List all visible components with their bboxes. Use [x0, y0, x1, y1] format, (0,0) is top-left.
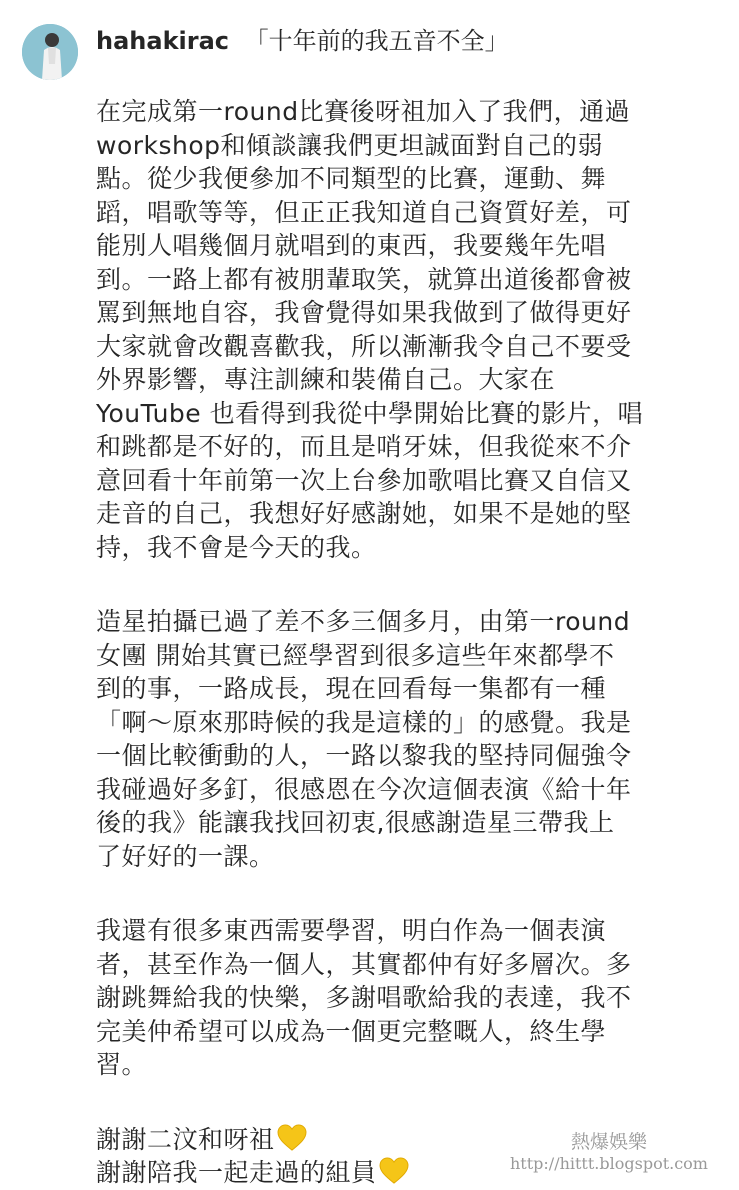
caption-paragraph-1: 在完成第一round比賽後呀祖加入了我們，通過 workshop和傾談讓我們更坦誠面對自己的弱 點。從少我便參加不同類型的比賽，運動、舞 蹈，唱歌等等，但正正我知道自己資質好差，可 能別人唱幾個月就唱到的東西，我要幾年先唱 到。一路上都有被朋輩取笑，就算出道後都會被 罵到無地自容，我會覺得如果我做到了做得更好 大家就會改觀喜歡我，所以漸漸我令自己不要受 外界影響，專注訓練和裝備自己。大家在 YouTube 也看得到我從中學開始比賽的影片，唱 和跳都是不好的，而且是哨牙妹，但我從來不介 意回看十年前第一次上台參加歌唱比賽又自信又 走音的自己，我想好好感謝她，如果不是她的堅 持，我不會是今天的我。 [96, 97, 644, 562]
caption-paragraph-3: 我還有很多東西需要學習，明白作為一個表演 者，甚至作為一個人，其實都仲有好多層次。多 謝跳舞給我的快樂，多謝唱歌給我的表達，我不 完美仲希望可以成為一個更完整嘅人，終生學 習。 [96, 916, 632, 1079]
watermark-url: http://hittt.blogspot.com [510, 1154, 708, 1173]
profile-photo-icon [22, 24, 78, 80]
yellow-heart-icon [379, 1157, 409, 1185]
post-header [96, 24, 729, 58]
avatar[interactable] [22, 24, 78, 80]
post-caption [96, 95, 721, 1190]
thanks-text-2: 謝謝陪我一起走過的組員 [96, 1158, 377, 1187]
thanks-text: 謝謝二汶和呀祖 [96, 1124, 275, 1154]
caption-paragraph-2: 造星拍攝已過了差不多三個多月，由第一round 女團 開始其實已經學習到很多這些年來都學不 到的事，一路成長，現在回看每一集都有一種 「啊～原來那時候的我是這樣的」的感覺。我是 一個比較衝動的人，一路以黎我的堅持同倔強令 我碰過好多釘，很感恩在今次這個表演《給十年 後的我》能讓我找回初衷,很感謝造星三帶我上 了好好的一課。 [96, 607, 632, 871]
username-link[interactable]: hahakirac [96, 27, 230, 55]
yellow-heart-icon [277, 1124, 307, 1152]
post-title: 「十年前的我五音不全」 [244, 27, 509, 55]
watermark [510, 1130, 708, 1174]
watermark-title: 熱爆娛樂 [570, 1131, 647, 1153]
